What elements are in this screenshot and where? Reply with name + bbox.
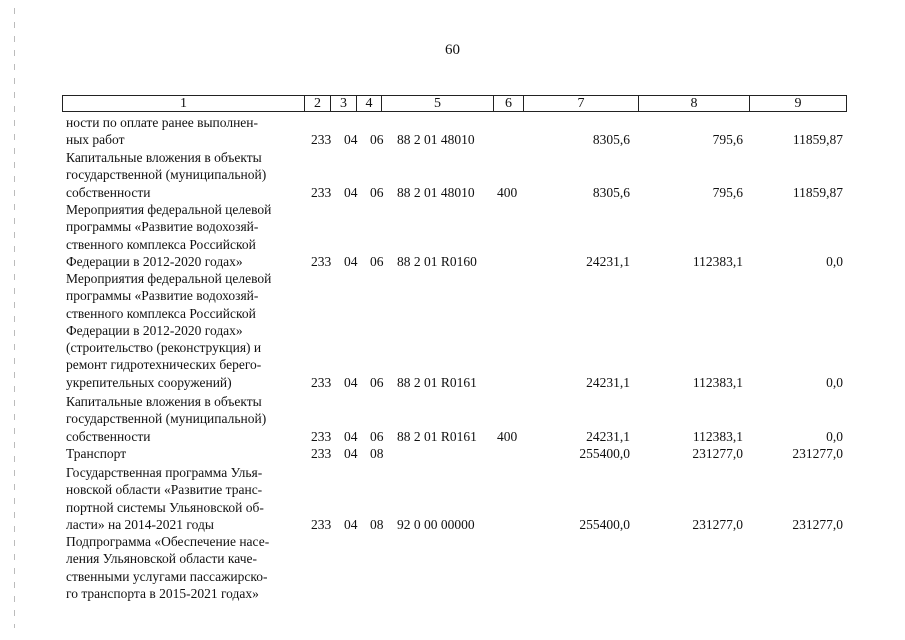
- header-col-7: 7: [524, 96, 639, 111]
- cell-col-3: 04: [344, 428, 358, 444]
- cell-col-8: 231277,0: [692, 516, 743, 532]
- cell-col-9: 231277,0: [792, 446, 843, 461]
- row-description: ности по оплате ранее выполнен- ных работ: [66, 115, 259, 148]
- header-col-3: 3: [331, 96, 357, 111]
- cell-col-3: 04: [344, 516, 358, 532]
- row-description: Капитальные вложения в объекты государственной (муниципальной) собственности: [66, 394, 267, 444]
- row-description: Подпрограмма «Обеспечение насе- ления Ульяновской области каче- ственными услугами пассажирско- го транспорта в 2015-2021 годах»: [66, 534, 270, 601]
- cell-col-8: 795,6: [712, 132, 743, 148]
- header-col-6: 6: [494, 96, 524, 111]
- cell-col-2: 233: [311, 428, 332, 444]
- cell-col-8: 795,6: [712, 184, 743, 200]
- cell-col-7: 8305,6: [592, 184, 630, 200]
- cell-col-5: 88 2 01 R0161: [397, 428, 477, 444]
- scan-margin-line: [14, 8, 15, 628]
- cell-col-9: 231277,0: [792, 516, 843, 532]
- cell-col-4: 06: [370, 374, 384, 390]
- cell-col-2: 233: [311, 446, 332, 461]
- cell-col-6: 400: [497, 184, 518, 200]
- cell-col-5: 88 2 01 48010: [397, 184, 475, 200]
- header-col-4: 4: [357, 96, 382, 111]
- cell-col-8: 112383,1: [692, 253, 743, 269]
- cell-col-4: 06: [370, 253, 384, 269]
- cell-col-9: 0,0: [826, 253, 843, 269]
- cell-col-7: 24231,1: [586, 374, 630, 390]
- row-description: Мероприятия федеральной целевой программы «Развитие водохозяй- ственного комплекса Российской Федерации в 2012-2020 годах» (строительство (реконструкция) и ремонт гидротехнических берего- укрепительных сооружений): [66, 271, 272, 390]
- cell-col-4: 06: [370, 184, 384, 200]
- cell-col-8: 231277,0: [692, 446, 743, 461]
- cell-col-2: 233: [311, 516, 332, 532]
- header-col-8: 8: [639, 96, 750, 111]
- cell-col-7: 24231,1: [586, 253, 630, 269]
- row-description: Транспорт: [66, 446, 127, 461]
- cell-col-8: 112383,1: [692, 374, 743, 390]
- cell-col-4: 08: [370, 446, 384, 461]
- header-col-1: 1: [63, 96, 305, 111]
- cell-col-4: 08: [370, 516, 384, 532]
- cell-col-2: 233: [311, 184, 332, 200]
- cell-col-9: 11859,87: [792, 132, 843, 148]
- cell-col-7: 8305,6: [592, 132, 630, 148]
- header-col-5: 5: [382, 96, 494, 111]
- cell-col-4: 06: [370, 428, 384, 444]
- cell-col-9: 0,0: [826, 428, 843, 444]
- table-header: [62, 95, 847, 112]
- row-description: Мероприятия федеральной целевой программы «Развитие водохозяй- ственного комплекса Российской Федерации в 2012-2020 годах»: [66, 202, 272, 269]
- cell-col-3: 04: [344, 446, 358, 461]
- cell-col-7: 24231,1: [586, 428, 630, 444]
- header-col-2: 2: [305, 96, 331, 111]
- cell-col-3: 04: [344, 184, 358, 200]
- cell-col-7: 255400,0: [579, 446, 630, 461]
- cell-col-2: 233: [311, 253, 332, 269]
- cell-col-5: 88 2 01 R0161: [397, 374, 477, 390]
- row-description: Капитальные вложения в объекты государственной (муниципальной) собственности: [66, 150, 267, 200]
- cell-col-5: 88 2 01 48010: [397, 132, 475, 148]
- cell-col-3: 04: [344, 132, 358, 148]
- cell-col-2: 233: [311, 374, 332, 390]
- cell-col-9: 0,0: [826, 374, 843, 390]
- cell-col-2: 233: [311, 132, 332, 148]
- cell-col-3: 04: [344, 374, 358, 390]
- cell-col-6: 400: [497, 428, 518, 444]
- cell-col-8: 112383,1: [692, 428, 743, 444]
- cell-col-5: 92 0 00 00000: [397, 516, 475, 532]
- header-col-9: 9: [794, 96, 802, 111]
- cell-col-3: 04: [344, 253, 358, 269]
- cell-col-5: 88 2 01 R0160: [397, 253, 477, 269]
- page-number: 60: [445, 42, 460, 58]
- row-description: Государственная программа Улья- новской области «Развитие транс- портной системы Ульяновской об- ласти» на 2014-2021 годы: [66, 465, 264, 532]
- cell-col-9: 11859,87: [792, 184, 843, 200]
- cell-col-7: 255400,0: [579, 516, 630, 532]
- cell-col-4: 06: [370, 132, 384, 148]
